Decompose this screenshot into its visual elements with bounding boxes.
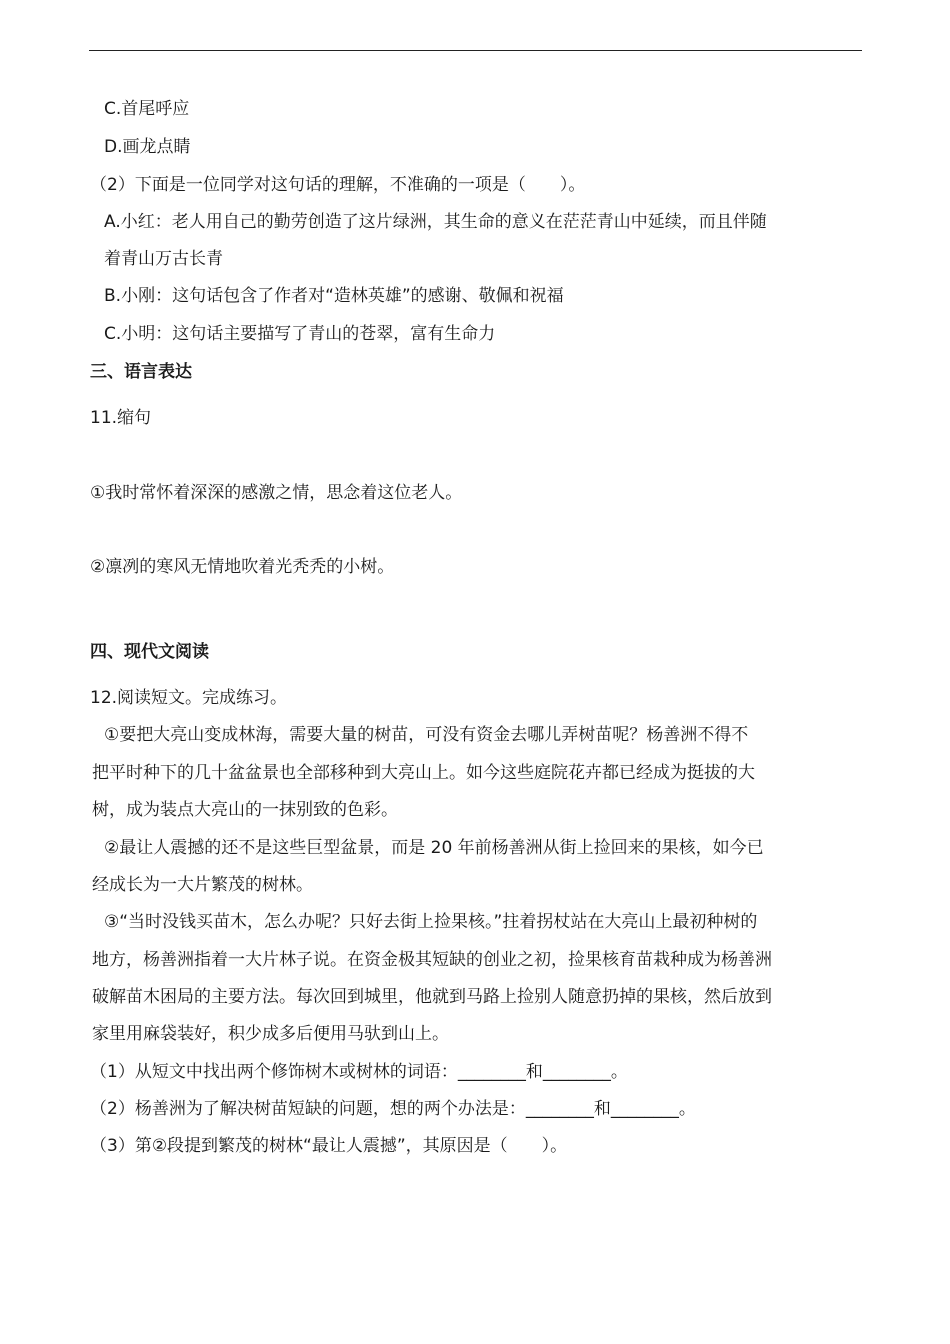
- q12-sub-question-1: （1）从短文中找出两个修饰树木或树林的词语：________和________。: [90, 1062, 628, 1082]
- q2-option-a-line1: A.小红：老人用自己的勤劳创造了这片绿洲，其生命的意义在茫茫青山中延续，而且伴随: [104, 212, 767, 232]
- passage-p2-line2: 经成长为一大片繁茂的树林。: [92, 875, 313, 895]
- passage-p1-line1: ①要把大亮山变成林海，需要大量的树苗，可没有资金去哪儿弄树苗呢？杨善洲不得不: [104, 725, 749, 745]
- q2-question: （2）下面是一位同学对这句话的理解，不准确的一项是（ ）。: [90, 175, 586, 195]
- passage-p3-line1: ③“当时没钱买苗木，怎么办呢？只好去街上捡果核。”拄着拐杖站在大亮山上最初种树的: [104, 912, 758, 932]
- passage-p2-line1: ②最让人震撼的还不是这些巨型盆景，而是 20 年前杨善洲从街上捡回来的果核，如今已: [104, 838, 764, 858]
- section4-heading: 四、现代文阅读: [90, 642, 209, 662]
- q12-sub-question-2: （2）杨善洲为了解决树苗短缺的问题，想的两个办法是：________和________。: [90, 1099, 696, 1119]
- passage-p1-line2: 把平时种下的几十盆盆景也全部移种到大亮山上。如今这些庭院花卉都已经成为挺拔的大: [92, 763, 755, 783]
- q2-option-c: C.小明：这句话主要描写了青山的苍翠，富有生命力: [104, 324, 496, 344]
- passage-p3-line2: 地方，杨善洲指着一大片林子说。在资金极其短缺的创业之初，捡果核育苗栽种成为杨善洲: [92, 950, 772, 970]
- q2-option-b: B.小刚：这句话包含了作者对“造林英雄”的感谢、敬佩和祝福: [104, 286, 564, 306]
- q11-item-1: ①我时常怀着深深的感激之情，思念着这位老人。: [90, 483, 463, 503]
- q12-sub-question-3: （3）第②段提到繁茂的树林“最让人震撼”，其原因是（ ）。: [90, 1136, 568, 1156]
- option-d-text: D.画龙点睛: [104, 137, 191, 157]
- q11-item-2: ②凛冽的寒风无情地吹着光秃秃的小树。: [90, 557, 395, 577]
- header-rule: [89, 50, 862, 51]
- passage-p3-line3: 破解苗木困局的主要方法。每次回到城里，他就到马路上捡别人随意扔掉的果核，然后放到: [92, 987, 772, 1007]
- section3-heading: 三、语言表达: [90, 362, 192, 382]
- q12-title: 12.阅读短文。完成练习。: [90, 688, 288, 708]
- passage-p3-line4: 家里用麻袋装好，积少成多后便用马驮到山上。: [92, 1024, 449, 1044]
- q11-title: 11.缩句: [90, 408, 152, 428]
- option-c-text: C.首尾呼应: [104, 99, 190, 119]
- passage-p1-line3: 树，成为装点大亮山的一抹别致的色彩。: [92, 800, 398, 820]
- q2-option-a-line2: 着青山万古长青: [104, 249, 223, 269]
